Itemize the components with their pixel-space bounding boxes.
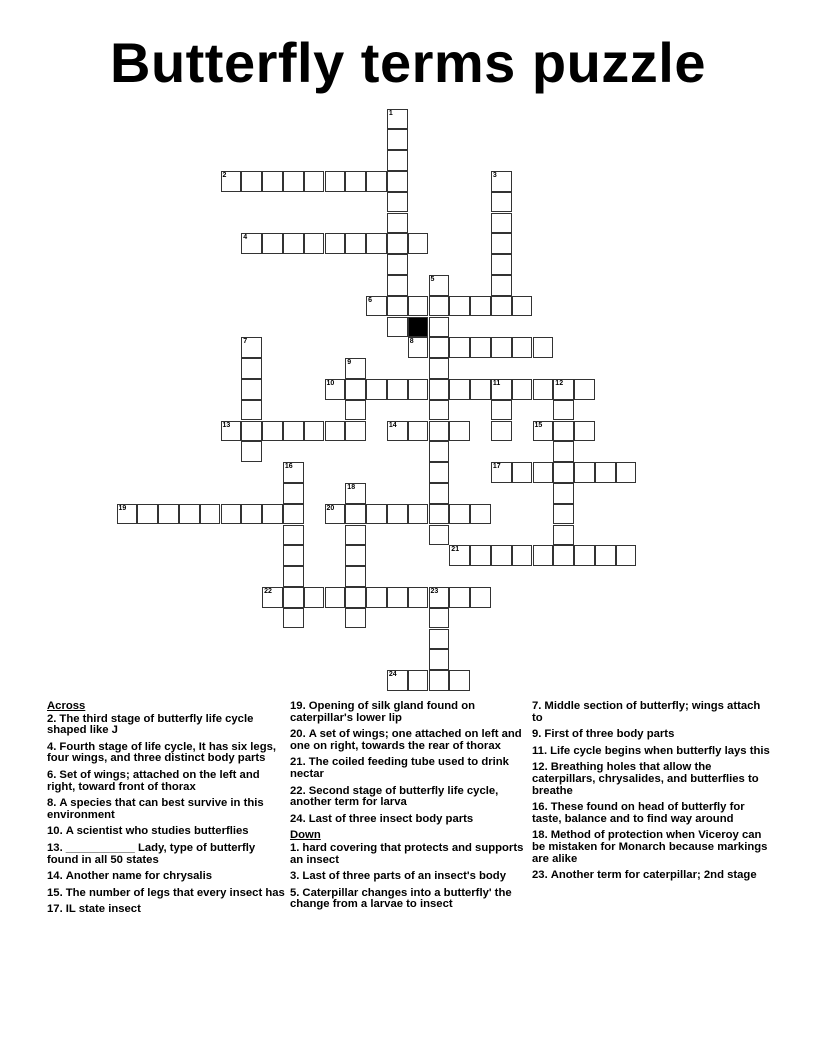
grid-cell[interactable] (117, 504, 138, 525)
clue-number: 8. (47, 797, 57, 810)
grid-cell[interactable] (429, 441, 450, 462)
cell-number: 18 (347, 483, 356, 491)
grid-cell[interactable] (408, 587, 429, 608)
grid-cell[interactable] (387, 275, 408, 296)
grid-cell[interactable] (366, 296, 387, 317)
grid-cell[interactable] (325, 421, 346, 442)
grid-cell[interactable] (429, 649, 450, 670)
cell-number: 11 (492, 379, 501, 387)
clue-text: A species that can best survive in this environment (47, 797, 264, 821)
grid-cell[interactable] (262, 587, 283, 608)
grid-cell[interactable] (283, 608, 304, 629)
grid-cell[interactable] (345, 171, 366, 192)
grid-cell[interactable] (158, 504, 179, 525)
cell-number: 20 (326, 504, 335, 512)
grid-cell[interactable] (470, 587, 491, 608)
grid-cell[interactable] (429, 296, 450, 317)
clue-down-6 (532, 762, 772, 797)
grid-cell[interactable] (366, 233, 387, 254)
clue-across-3 (47, 798, 287, 821)
cell-number: 14 (388, 421, 397, 429)
grid-cell[interactable] (366, 504, 387, 525)
clue-across-4 (47, 826, 287, 838)
grid-cell[interactable] (241, 441, 262, 462)
down-heading: Down (290, 829, 321, 842)
grid-cell[interactable] (283, 233, 304, 254)
grid-cell[interactable] (429, 317, 450, 338)
grid-cell[interactable] (553, 545, 574, 566)
clue-text: Method of protection when Viceroy can be mistaken for Monarch because markings are alike (532, 829, 768, 865)
grid-cell[interactable] (574, 545, 595, 566)
grid-cell[interactable] (345, 358, 366, 379)
grid-cell[interactable] (491, 337, 512, 358)
clue-text: ___________ Lady, type of butterfly found in all 50 states (47, 841, 256, 866)
grid-cell[interactable] (387, 233, 408, 254)
clue-text: IL state insect (65, 903, 141, 916)
clue-across-2 (47, 770, 287, 793)
grid-cell[interactable] (366, 587, 387, 608)
grid-cell[interactable] (491, 545, 512, 566)
clue-text: Breathing holes that allow the caterpillars, chrysalides, and butterflies to breathe (532, 761, 759, 797)
grid-cell[interactable] (470, 379, 491, 400)
grid-cell[interactable] (533, 462, 554, 483)
clue-number: 21. (290, 756, 306, 769)
grid-cell[interactable] (553, 400, 574, 421)
grid-cell[interactable] (325, 587, 346, 608)
grid-cell[interactable] (345, 379, 366, 400)
grid-cell[interactable] (491, 254, 512, 275)
grid-cell[interactable] (325, 171, 346, 192)
grid-cell[interactable] (449, 379, 470, 400)
cell-number: 17 (492, 463, 501, 471)
cell-number: 12 (555, 379, 564, 387)
clue-text: Another term for caterpillar; 2nd stage (550, 869, 757, 882)
grid-cell[interactable] (304, 171, 325, 192)
grid-cell[interactable] (429, 525, 450, 546)
grid-cell[interactable] (283, 525, 304, 546)
grid-cell[interactable] (262, 171, 283, 192)
grid-cell[interactable] (491, 233, 512, 254)
grid-cell[interactable] (533, 379, 554, 400)
clue-across-9 (290, 701, 530, 724)
grid-cell[interactable] (449, 545, 470, 566)
cell-number: 7 (243, 338, 248, 346)
cell-number: 19 (118, 504, 127, 512)
clue-text: These found on head of butterfly for taste, balance and to find way around (532, 801, 745, 825)
grid-cell[interactable] (429, 629, 450, 650)
grid-cell[interactable] (137, 504, 158, 525)
clue-number: 19. (290, 700, 306, 712)
clue-number: 2. (47, 712, 57, 725)
grid-cell[interactable] (533, 545, 554, 566)
clue-text: Life cycle begins when butterfly lays this (550, 744, 770, 757)
grid-cell[interactable] (491, 379, 512, 400)
grid-cell[interactable] (574, 379, 595, 400)
cell-number: 2 (222, 171, 227, 179)
clue-number: 20. (290, 728, 306, 741)
black-cell (408, 317, 429, 338)
grid-cell[interactable] (512, 296, 533, 317)
grid-cell[interactable] (429, 504, 450, 525)
clue-number: 7. (532, 700, 542, 712)
cell-number: 23 (430, 587, 439, 595)
clue-number: 1. (290, 841, 300, 854)
grid-cell[interactable] (345, 233, 366, 254)
clue-text: Caterpillar changes into a butterfly' the change from a larvae to insect (290, 886, 512, 911)
grid-cell[interactable] (512, 337, 533, 358)
grid-cell[interactable] (429, 483, 450, 504)
clue-across-6 (47, 871, 287, 883)
grid-cell[interactable] (345, 421, 366, 442)
cell-number: 16 (284, 463, 293, 471)
clue-number: 3. (290, 870, 300, 883)
clue-text: The coiled feeding tube used to drink nectar (290, 756, 509, 780)
grid-cell[interactable] (325, 379, 346, 400)
grid-cell[interactable] (449, 296, 470, 317)
clue-down-9 (532, 870, 772, 882)
clue-across-5 (47, 843, 287, 866)
grid-cell[interactable] (283, 545, 304, 566)
grid-cell[interactable] (429, 462, 450, 483)
grid-cell[interactable] (553, 483, 574, 504)
clue-across-1 (47, 742, 287, 765)
grid-cell[interactable] (387, 504, 408, 525)
grid-cell[interactable] (429, 358, 450, 379)
cell-number: 1 (388, 109, 393, 117)
grid-cell[interactable] (491, 275, 512, 296)
grid-cell[interactable] (470, 296, 491, 317)
clue-text: Fourth stage of life cycle, It has six legs, four wings, and three distinct body parts (47, 740, 277, 765)
clues-column-3 (532, 701, 772, 887)
grid-cell[interactable] (283, 462, 304, 483)
clue-down-2 (290, 888, 530, 911)
clue-number: 6. (47, 768, 57, 781)
clue-across-10 (290, 729, 530, 752)
grid-cell[interactable] (387, 587, 408, 608)
cell-number: 21 (451, 546, 460, 554)
clue-text: Last of three parts of an insect's body (302, 870, 506, 883)
grid-cell[interactable] (304, 587, 325, 608)
grid-cell[interactable] (387, 379, 408, 400)
clue-down-5 (532, 746, 772, 758)
grid-cell[interactable] (574, 462, 595, 483)
grid-cell[interactable] (512, 545, 533, 566)
grid-cell[interactable] (241, 379, 262, 400)
clue-across-8 (47, 904, 287, 916)
grid-cell[interactable] (595, 462, 616, 483)
grid-cell[interactable] (345, 608, 366, 629)
clue-across-7 (47, 888, 287, 900)
grid-cell[interactable] (491, 400, 512, 421)
grid-cell[interactable] (470, 504, 491, 525)
clues-column-2 (290, 701, 530, 916)
grid-cell[interactable] (262, 504, 283, 525)
grid-cell[interactable] (221, 421, 242, 442)
grid-cell[interactable] (366, 171, 387, 192)
grid-cell[interactable] (408, 296, 429, 317)
cell-number: 13 (222, 421, 231, 429)
grid-cell[interactable] (491, 192, 512, 213)
cell-number: 5 (430, 275, 435, 283)
cell-number: 8 (409, 338, 414, 346)
clue-text: A scientist who studies butterflies (65, 825, 249, 838)
grid-cell[interactable] (283, 504, 304, 525)
cell-number: 6 (368, 296, 372, 304)
clue-number: 4. (47, 740, 57, 753)
grid-cell[interactable] (429, 337, 450, 358)
grid-cell[interactable] (429, 400, 450, 421)
grid-cell[interactable] (345, 587, 366, 608)
grid-cell[interactable] (553, 379, 574, 400)
grid-cell[interactable] (408, 670, 429, 691)
grid-cell[interactable] (512, 462, 533, 483)
grid-cell[interactable] (283, 483, 304, 504)
grid-cell[interactable] (449, 337, 470, 358)
grid-cell[interactable] (491, 462, 512, 483)
clue-number: 5. (290, 886, 300, 899)
clue-across-12 (290, 786, 530, 809)
grid-cell[interactable] (345, 504, 366, 525)
cell-number: 22 (264, 587, 272, 595)
grid-cell[interactable] (491, 421, 512, 442)
clue-text: First of three body parts (544, 728, 675, 741)
clue-number: 18. (532, 829, 548, 842)
clue-number: 13. (47, 841, 63, 854)
grid-cell[interactable] (387, 670, 408, 691)
grid-cell[interactable] (491, 296, 512, 317)
clue-down-3 (532, 701, 772, 724)
grid-cell[interactable] (241, 358, 262, 379)
grid-cell[interactable] (408, 337, 429, 358)
clue-number: 14. (47, 870, 63, 883)
grid-cell[interactable] (179, 504, 200, 525)
grid-cell[interactable] (345, 545, 366, 566)
grid-cell[interactable] (304, 233, 325, 254)
grid-cell[interactable] (241, 337, 262, 358)
grid-cell[interactable] (283, 587, 304, 608)
grid-cell[interactable] (387, 171, 408, 192)
grid-cell[interactable] (387, 129, 408, 150)
grid-cell[interactable] (533, 421, 554, 442)
grid-cell[interactable] (262, 421, 283, 442)
grid-cell[interactable] (387, 150, 408, 171)
grid-cell[interactable] (345, 566, 366, 587)
grid-cell[interactable] (408, 379, 429, 400)
grid-cell[interactable] (221, 171, 242, 192)
cell-number: 4 (243, 234, 248, 242)
clue-across-0 (47, 714, 287, 737)
grid-cell[interactable] (283, 421, 304, 442)
grid-cell[interactable] (408, 233, 429, 254)
grid-cell[interactable] (241, 400, 262, 421)
grid-cell[interactable] (387, 254, 408, 275)
clue-text: The third stage of butterfly life cycle shaped like J (47, 712, 254, 737)
grid-cell[interactable] (429, 608, 450, 629)
grid-cell[interactable] (387, 213, 408, 234)
page-title: Butterfly terms puzzle (110, 31, 706, 94)
clue-down-4 (532, 729, 772, 741)
clue-number: 24. (290, 812, 306, 825)
grid-cell[interactable] (408, 421, 429, 442)
grid-cell[interactable] (241, 233, 262, 254)
grid-cell[interactable] (325, 233, 346, 254)
grid-cell[interactable] (553, 441, 574, 462)
grid-cell[interactable] (304, 421, 325, 442)
grid-cell[interactable] (366, 379, 387, 400)
grid-cell[interactable] (512, 379, 533, 400)
cell-number: 24 (388, 671, 397, 679)
grid-cell[interactable] (553, 421, 574, 442)
clue-number: 16. (532, 801, 548, 814)
grid-cell[interactable] (470, 545, 491, 566)
grid-cell[interactable] (553, 525, 574, 546)
grid-cell[interactable] (345, 525, 366, 546)
grid-cell[interactable] (345, 483, 366, 504)
grid-cell[interactable] (470, 337, 491, 358)
clue-number: 23. (532, 869, 548, 882)
grid-cell[interactable] (345, 400, 366, 421)
grid-cell[interactable] (387, 317, 408, 338)
clue-text: Second stage of butterfly life cycle, another term for larva (290, 784, 499, 809)
grid-cell[interactable] (595, 545, 616, 566)
cell-number: 9 (347, 359, 352, 367)
clue-text: Middle section of butterfly; wings attach to (532, 700, 761, 724)
grid-cell[interactable] (408, 504, 429, 525)
cell-number: 3 (492, 171, 497, 179)
grid-cell[interactable] (283, 566, 304, 587)
clue-text: Opening of silk gland found on caterpillar's lower lip (290, 700, 476, 724)
grid-cell[interactable] (553, 462, 574, 483)
clue-number: 10. (47, 825, 63, 838)
grid-cell[interactable] (429, 587, 450, 608)
clue-down-7 (532, 802, 772, 825)
grid-cell[interactable] (449, 421, 470, 442)
clue-text: hard covering that protects and supports an insect (290, 841, 524, 866)
grid-cell[interactable] (429, 670, 450, 691)
clue-number: 15. (47, 886, 63, 899)
grid-cell[interactable] (491, 213, 512, 234)
clue-down-8 (532, 830, 772, 865)
grid-cell[interactable] (221, 504, 242, 525)
clue-text: Another name for chrysalis (65, 870, 212, 883)
clue-number: 22. (290, 784, 306, 797)
grid-cell[interactable] (241, 171, 262, 192)
grid-cell[interactable] (553, 504, 574, 525)
grid-cell[interactable] (241, 421, 262, 442)
grid-cell[interactable] (241, 504, 262, 525)
clue-number: 17. (47, 903, 63, 916)
clue-down-0 (290, 843, 530, 866)
grid-cell[interactable] (449, 587, 470, 608)
clue-across-11 (290, 757, 530, 780)
grid-cell[interactable] (429, 379, 450, 400)
across-heading: Across (47, 700, 86, 712)
grid-cell[interactable] (262, 233, 283, 254)
clue-across-13 (290, 814, 530, 826)
grid-cell[interactable] (283, 171, 304, 192)
clue-number: 11. (532, 744, 548, 757)
grid-cell[interactable] (449, 670, 470, 691)
clue-number: 12. (532, 761, 548, 774)
grid-cell[interactable] (574, 421, 595, 442)
grid-cell[interactable] (491, 171, 512, 192)
clue-text: Set of wings; attached on the left and right, toward front of thorax (47, 768, 260, 793)
clue-number: 9. (532, 728, 542, 741)
grid-cell[interactable] (429, 275, 450, 296)
clue-text: A set of wings; one attached on left and one on right, towards the rear of thorax (290, 728, 522, 752)
grid-cell[interactable] (449, 504, 470, 525)
clues-column-1 (47, 701, 287, 921)
clue-down-1 (290, 871, 530, 883)
grid-cell[interactable] (325, 504, 346, 525)
grid-cell[interactable] (616, 545, 637, 566)
grid-cell[interactable] (533, 337, 554, 358)
clue-text: Last of three insect body parts (308, 812, 474, 825)
grid-cell[interactable] (387, 192, 408, 213)
cell-number: 15 (534, 421, 543, 429)
grid-cell[interactable] (387, 109, 408, 130)
grid-cell[interactable] (429, 421, 450, 442)
grid-cell[interactable] (387, 296, 408, 317)
cell-number: 10 (326, 379, 335, 387)
clue-text: The number of legs that every insect has (65, 886, 285, 899)
grid-cell[interactable] (200, 504, 221, 525)
grid-cell[interactable] (616, 462, 637, 483)
grid-cell[interactable] (387, 421, 408, 442)
